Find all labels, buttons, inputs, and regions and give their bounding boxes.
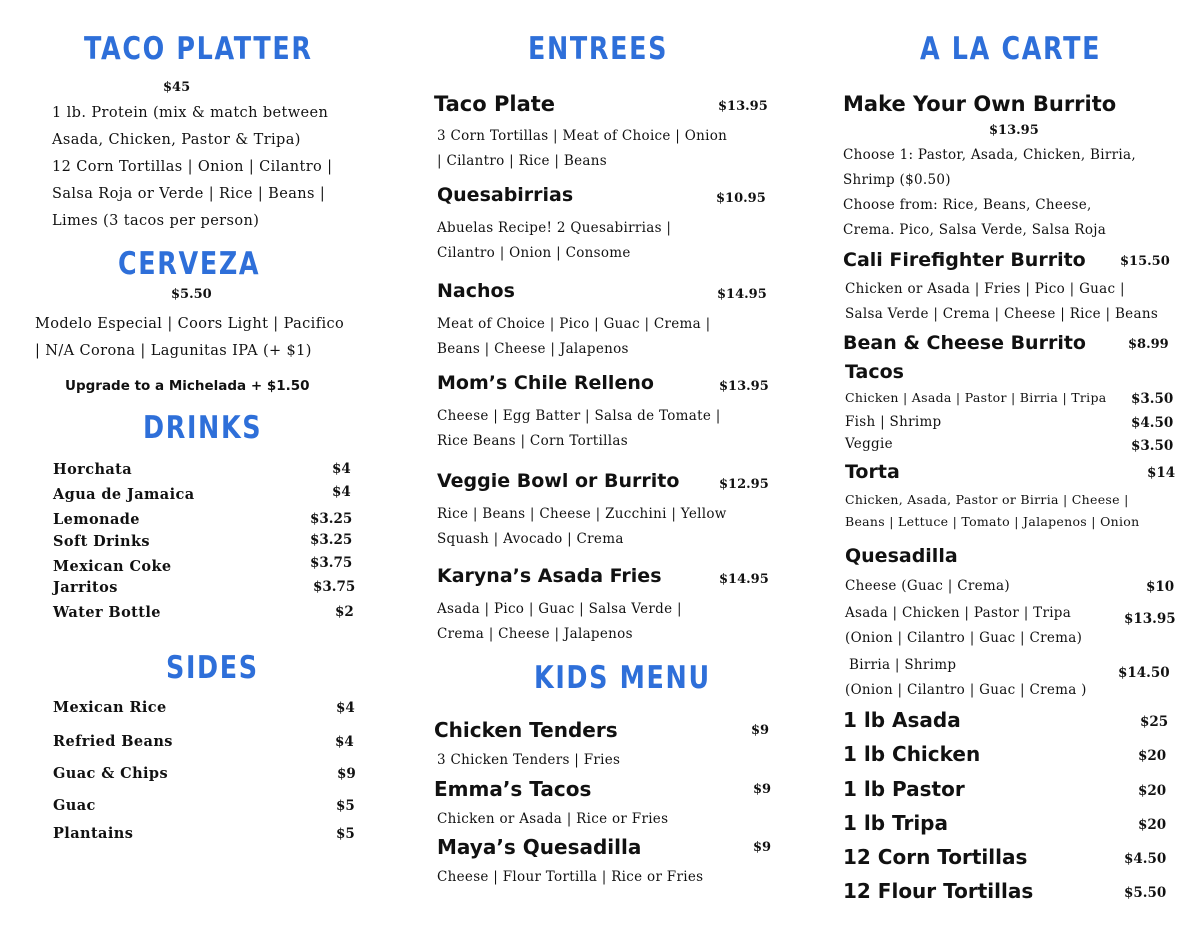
- cerveza-description: [35, 311, 344, 365]
- bulk-item-price: $25: [1140, 714, 1169, 730]
- cali-firefighter-burrito-price: $15.50: [1120, 254, 1170, 269]
- kids-item-description: Chicken or Asada | Rice or Fries: [437, 811, 669, 827]
- entree-price: $14.95: [717, 287, 767, 302]
- quesadilla-birria-options: [845, 653, 1087, 703]
- description-line: Salsa Roja or Verde | Rice | Beans |: [52, 186, 326, 202]
- side-item-price: $5: [336, 798, 355, 814]
- entree-price: $13.95: [719, 379, 769, 394]
- description-line: 12 Corn Tortillas | Onion | Cilantro |: [52, 159, 333, 175]
- cali-firefighter-burrito-description: [845, 277, 1158, 327]
- description-line: Choose 1: Pastor, Asada, Chicken, Birria,: [843, 147, 1136, 163]
- description-line: Chicken, Asada, Pastor or Birria | Cheese |: [845, 492, 1129, 507]
- michelada-upgrade: Upgrade to a Michelada + $1.50: [65, 378, 310, 394]
- make-your-own-burrito-name: Make Your Own Burrito: [843, 92, 1117, 116]
- kids-item-price: $9: [753, 782, 772, 797]
- bulk-item-price: $4.50: [1124, 851, 1167, 867]
- bulk-item-name: 12 Corn Tortillas: [843, 845, 1028, 869]
- description-line: Salsa Verde | Crema | Cheese | Rice | Beans: [845, 306, 1159, 322]
- kids-item-name: Emma’s Tacos: [434, 777, 592, 801]
- bulk-item-name: 1 lb Tripa: [843, 811, 948, 835]
- drink-item-name: Jarritos: [53, 579, 118, 596]
- tacos-veggie-option: Veggie: [845, 436, 893, 452]
- entree-name: Nachos: [437, 280, 515, 302]
- a-la-carte-heading: A LA CARTE: [920, 31, 1102, 67]
- description-line: Limes (3 tacos per person): [52, 213, 260, 229]
- drink-item-price: $4: [332, 484, 351, 500]
- entree-description-line: Rice | Beans | Cheese | Zucchini | Yellow: [437, 506, 727, 522]
- quesadilla-meat-options: [845, 601, 1082, 651]
- entree-description-line: | Cilantro | Rice | Beans: [437, 153, 607, 169]
- torta-description: [845, 489, 1139, 533]
- taco-platter-description: [52, 100, 332, 235]
- kids-item-name: Maya’s Quesadilla: [437, 835, 642, 859]
- entree-price: $14.95: [719, 572, 769, 587]
- description-line: 1 lb. Protein (mix & match between: [52, 105, 329, 121]
- entree-description-line: Asada | Pico | Guac | Salsa Verde |: [437, 601, 682, 617]
- entree-description-line: Crema | Cheese | Jalapenos: [437, 626, 633, 642]
- cerveza-heading: CERVEZA: [118, 246, 261, 282]
- quesadilla-cheese-price: $10: [1146, 579, 1175, 595]
- kids-item-description: 3 Chicken Tenders | Fries: [437, 752, 621, 768]
- bulk-item-price: $5.50: [1124, 885, 1167, 901]
- entree-description-line: Abuelas Recipe! 2 Quesabirrias |: [437, 220, 672, 236]
- bean-cheese-burrito-name: Bean & Cheese Burrito: [843, 332, 1086, 354]
- drink-item-price: $2: [335, 604, 354, 620]
- entree-description-line: Cilantro | Onion | Consome: [437, 245, 631, 261]
- bulk-item-name: 1 lb Chicken: [843, 742, 981, 766]
- quesadilla-name: Quesadilla: [845, 545, 958, 567]
- kids-item-name: Chicken Tenders: [434, 718, 618, 742]
- bean-cheese-burrito-price: $8.99: [1128, 337, 1169, 352]
- drink-item-price: $3.25: [310, 511, 353, 527]
- tacos-meat-price: $3.50: [1131, 391, 1174, 407]
- side-item-name: Refried Beans: [53, 733, 173, 750]
- bulk-item-price: $20: [1138, 748, 1167, 764]
- side-item-price: $4: [336, 700, 355, 716]
- drink-item-name: Soft Drinks: [53, 533, 151, 550]
- cerveza-price: $5.50: [171, 287, 212, 302]
- description-line: (Onion | Cilantro | Guac | Crema): [845, 630, 1083, 646]
- make-your-own-burrito-description: [843, 143, 1136, 243]
- entree-description-line: Rice Beans | Corn Tortillas: [437, 433, 628, 449]
- side-item-name: Plantains: [53, 825, 134, 842]
- entree-description-line: Meat of Choice | Pico | Guac | Crema |: [437, 316, 711, 332]
- cali-firefighter-burrito-name: Cali Firefighter Burrito: [843, 249, 1086, 271]
- drink-item-price: $4: [332, 461, 351, 477]
- entrees-heading: ENTREES: [528, 31, 669, 67]
- description-line: Choose from: Rice, Beans, Cheese,: [843, 197, 1092, 213]
- torta-name: Torta: [845, 461, 900, 483]
- description-line: Crema. Pico, Salsa Verde, Salsa Roja: [843, 222, 1107, 238]
- description-line: Asada | Chicken | Pastor | Tripa: [845, 605, 1072, 621]
- tacos-meat-options: Chicken | Asada | Pastor | Birria | Tripa: [845, 390, 1107, 405]
- entree-name: Veggie Bowl or Burrito: [437, 470, 680, 492]
- drink-item-name: Horchata: [53, 461, 133, 478]
- entree-price: $12.95: [719, 477, 769, 492]
- entree-price: $13.95: [718, 99, 768, 114]
- drink-item-name: Water Bottle: [53, 604, 161, 621]
- side-item-name: Guac & Chips: [53, 765, 169, 782]
- quesadilla-meat-price: $13.95: [1124, 611, 1176, 627]
- entree-name: Mom’s Chile Relleno: [437, 372, 654, 394]
- tacos-veggie-price: $3.50: [1131, 438, 1174, 454]
- description-line: Asada, Chicken, Pastor & Tripa): [52, 132, 301, 148]
- quesadilla-cheese-option: Cheese (Guac | Crema): [845, 578, 1010, 594]
- taco-platter-heading: TACO PLATTER: [84, 31, 313, 67]
- bulk-item-price: $20: [1138, 783, 1167, 799]
- description-line: | N/A Corona | Lagunitas IPA (+ $1): [35, 343, 312, 359]
- drink-item-price: $3.75: [313, 579, 356, 595]
- kids-menu-heading: KIDS MENU: [534, 660, 711, 696]
- entree-name: Karyna’s Asada Fries: [437, 565, 662, 587]
- entree-description-line: Squash | Avocado | Crema: [437, 531, 624, 547]
- side-item-price: $4: [335, 734, 354, 750]
- taco-platter-price: $45: [163, 80, 191, 95]
- drink-item-name: Mexican Coke: [53, 558, 172, 575]
- description-line: (Onion | Cilantro | Guac | Crema ): [845, 682, 1087, 698]
- entree-name: Taco Plate: [434, 92, 556, 116]
- entree-description-line: 3 Corn Tortillas | Meat of Choice | Onion: [437, 128, 728, 144]
- torta-price: $14: [1147, 465, 1176, 481]
- entree-description-line: Cheese | Egg Batter | Salsa de Tomate |: [437, 408, 721, 424]
- drink-item-price: $3.75: [310, 555, 353, 571]
- drink-item-name: Lemonade: [53, 511, 140, 528]
- side-item-price: $9: [337, 766, 356, 782]
- drink-item-price: $3.25: [310, 532, 353, 548]
- description-line: Birria | Shrimp: [849, 657, 957, 673]
- bulk-item-name: 1 lb Pastor: [843, 777, 965, 801]
- description-line: Modelo Especial | Coors Light | Pacifico: [35, 316, 345, 332]
- tacos-name: Tacos: [845, 361, 904, 383]
- kids-item-price: $9: [751, 723, 770, 738]
- entree-name: Quesabirrias: [437, 184, 574, 206]
- tacos-seafood-options: Fish | Shrimp: [845, 414, 942, 430]
- bulk-item-name: 12 Flour Tortillas: [843, 879, 1034, 903]
- make-your-own-burrito-price: $13.95: [989, 123, 1039, 138]
- kids-item-price: $9: [753, 840, 772, 855]
- side-item-price: $5: [336, 826, 355, 842]
- tacos-seafood-price: $4.50: [1131, 415, 1174, 431]
- entree-description-line: Beans | Cheese | Jalapenos: [437, 341, 629, 357]
- description-line: Beans | Lettuce | Tomato | Jalapenos | Onion: [845, 514, 1140, 529]
- kids-item-description: Cheese | Flour Tortilla | Rice or Fries: [437, 869, 704, 885]
- drinks-heading: DRINKS: [143, 410, 263, 446]
- description-line: Chicken or Asada | Fries | Pico | Guac |: [845, 281, 1125, 297]
- drink-item-name: Agua de Jamaica: [53, 486, 195, 503]
- sides-heading: SIDES: [166, 650, 259, 686]
- quesadilla-birria-price: $14.50: [1118, 665, 1170, 681]
- bulk-item-price: $20: [1138, 817, 1167, 833]
- side-item-name: Guac: [53, 797, 96, 814]
- description-line: Shrimp ($0.50): [843, 172, 951, 188]
- side-item-name: Mexican Rice: [53, 699, 167, 716]
- bulk-item-name: 1 lb Asada: [843, 708, 961, 732]
- entree-price: $10.95: [716, 191, 766, 206]
